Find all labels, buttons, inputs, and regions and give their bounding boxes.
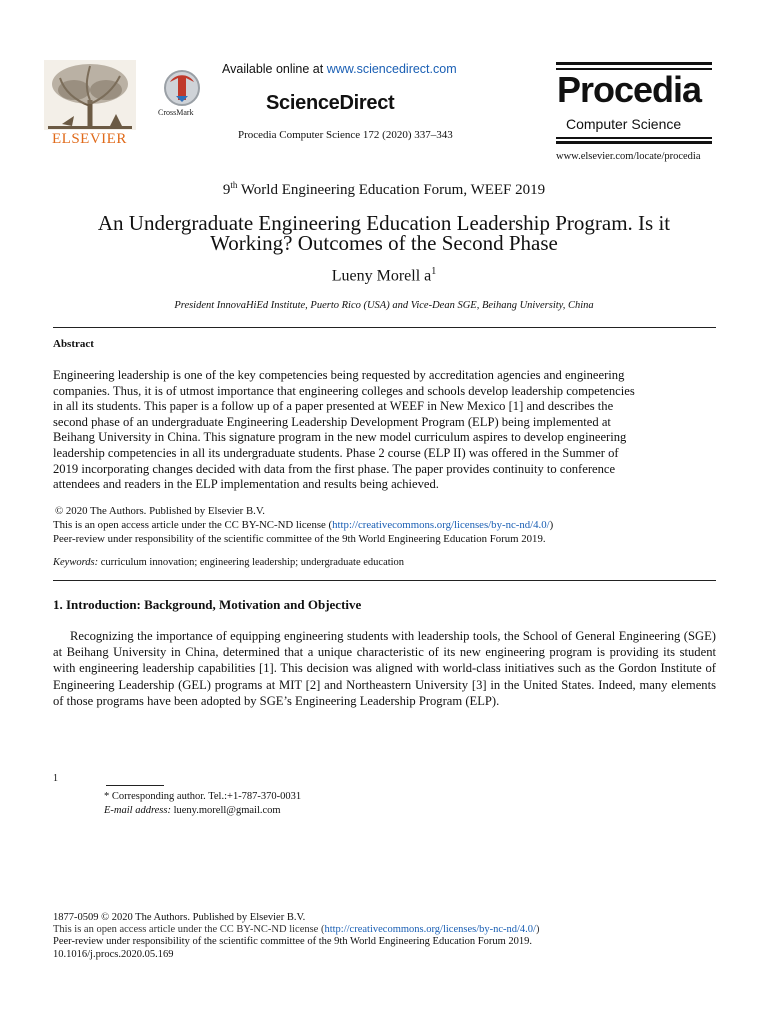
abstract-line: Beihang University in China. This signature program in the new model curriculum aspires to develop engineering — [53, 430, 627, 445]
bottom-peer-review: Peer-review under responsibility of the scientific committee of the 9th World Engineering Education Forum 2019. — [53, 936, 533, 948]
keywords-label: Keywords: — [53, 557, 99, 568]
abstract-line: companies. Thus, it is of utmost importance that engineering colleges and schools develop leadership competencies — [53, 383, 635, 398]
conference-title: World Engineering Education Forum, WEEF 2019 — [237, 182, 546, 198]
corresponding-author: * Corresponding author. Tel.:+1-787-370-0031 — [104, 791, 302, 802]
abstract-line: leadership competencies in all its undergraduate students. Phase 2 course (ELP II) was offered in the Summer of — [53, 445, 619, 460]
bottom-info — [53, 912, 716, 961]
peer-review-line: Peer-review under responsibility of the scientific committee of the 9th World Engineering Education Forum 2019. — [53, 533, 546, 545]
available-online — [222, 62, 457, 76]
crossmark-label: CrossMark — [158, 108, 194, 117]
procedia-rule — [556, 141, 712, 144]
abstract-line: in all its students. This paper is a follow up of a paper presented at WEEF in New Mexico [1] and describes the — [53, 399, 614, 414]
procedia-title: Procedia — [557, 69, 702, 110]
keywords-text: curriculum innovation; engineering leadership; undergraduate education — [98, 557, 405, 568]
procedia-subtitle: Computer Science — [566, 116, 682, 132]
procedia-url[interactable]: www.elsevier.com/locate/procedia — [556, 151, 701, 162]
abstract-line: second phase of an undergraduate Engineering Leadership Development Program (ELP) being implemented at — [53, 414, 611, 429]
sciencedirect-link[interactable]: www.sciencedirect.com — [326, 62, 457, 76]
license-line — [53, 518, 716, 532]
abstract-text — [53, 368, 716, 493]
abstract-line: Engineering leadership is one of the key competencies being requested by accreditation agencies and engineering — [53, 368, 625, 382]
author — [0, 266, 768, 285]
bottom-license-line — [53, 924, 716, 936]
section-heading: 1. Introduction: Background, Motivation and Objective — [53, 597, 362, 612]
issn-line — [53, 912, 716, 924]
copyright-line: © 2020 The Authors. Published by Elsevier B.V. — [55, 505, 265, 517]
issn-copyright: © 2020 The Authors. Published by Elsevier B.V. — [98, 912, 306, 923]
email-label: E-mail address: — [104, 805, 171, 816]
author-name: Lueny Morell a — [331, 267, 432, 285]
procedia-rule — [556, 137, 712, 139]
paper-title-line: Working? Outcomes of the Second Phase — [210, 231, 558, 255]
author-mark: 1 — [431, 266, 437, 277]
bottom-license-prefix: This is an open access article under the CC BY-NC-ND license ( — [53, 924, 325, 936]
sciencedirect-title: ScienceDirect — [266, 92, 395, 114]
abstract-line: 2019 incorporating changes decided with data from the first phase. The paper provides continuity to conference — [53, 461, 616, 476]
section-divider — [53, 580, 716, 581]
abstract-line: attendees and readers in the ELP implementation and results being achieved. — [53, 477, 439, 492]
intro-paragraph: Recognizing the importance of equipping engineering students with leadership tools, the School of General Engineering (SGE) at Beihang University in China, determined that a unique characteristic of its new engineering program is providing its student with engineering leadership capabilities [1]. This decision was aligned with world-class initiatives such as the Gordon Institute of Engineering Leadership (GEL) programs at MIT [2] and Northeastern University [3] in the United States. Indeed, many elements of those programs have been adopted by SGE’s Engineering Leadership Program (ELP). — [53, 629, 716, 708]
elsevier-wordmark: ELSEVIER — [52, 131, 127, 147]
affiliation: President InnovaHiEd Institute, Puerto Rico (USA) and Vice-Dean SGE, Beihang University, China — [174, 300, 594, 311]
license-link[interactable]: http://creativecommons.org/licenses/by-nc-nd/4.0/ — [332, 519, 550, 531]
issn: 1877-0509 — [53, 912, 99, 923]
bottom-license-suffix: ) — [535, 924, 540, 936]
keywords — [53, 557, 404, 568]
footnote-mark: 1 — [53, 773, 58, 784]
footnote-rule — [106, 785, 164, 786]
copyright-block — [53, 504, 716, 546]
license-prefix: This is an open access article under the CC BY-NC-ND license ( — [53, 519, 333, 531]
abstract-heading: Abstract — [53, 338, 94, 350]
conference-name — [0, 180, 768, 199]
conference-ordinal-suffix: th — [230, 180, 238, 190]
journal-reference: Procedia Computer Science 172 (2020) 337–343 — [238, 129, 453, 141]
doi[interactable]: 10.1016/j.procs.2020.05.169 — [53, 948, 174, 960]
paper-title — [40, 213, 728, 253]
conference-ordinal: 9 — [222, 182, 231, 198]
procedia-rule — [556, 62, 712, 65]
paper-title-line: An Undergraduate Engineering Education Leadership Program. Is it — [97, 211, 671, 235]
email-address[interactable]: lueny.morell@gmail.com — [170, 805, 281, 816]
section-divider — [53, 327, 716, 328]
email-line — [104, 805, 281, 816]
bottom-license-link[interactable]: http://creativecommons.org/licenses/by-nc-nd/4.0/ — [324, 924, 536, 936]
license-suffix: ) — [549, 519, 554, 531]
available-online-text: Available online at — [222, 62, 327, 76]
